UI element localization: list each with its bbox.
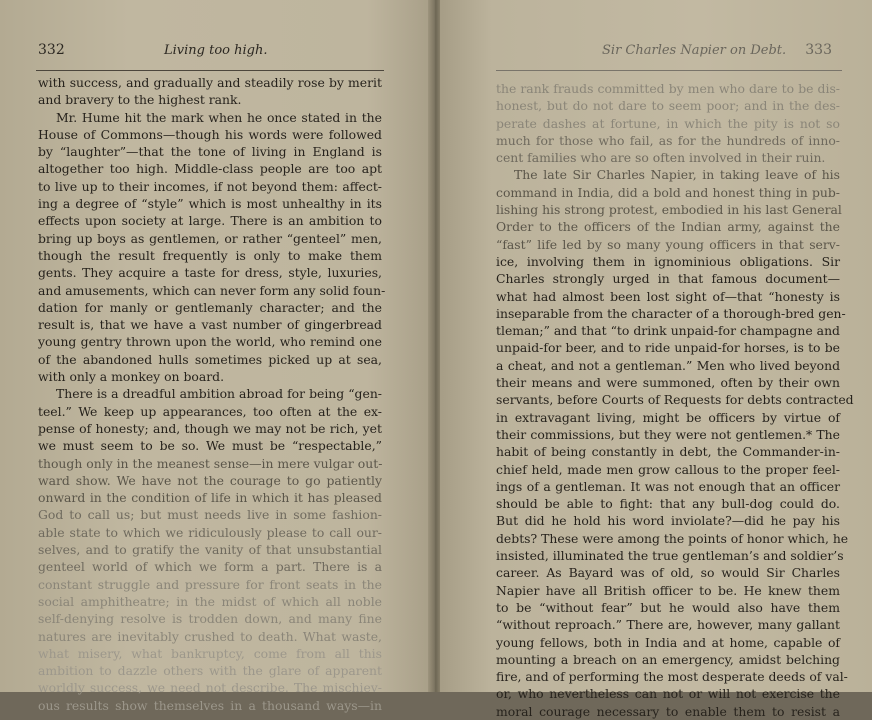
text-line: to be “without fear” but he would also have them — [496, 599, 840, 615]
text-line: servants, before Courts of Requests for debts contracted — [496, 392, 854, 408]
text-line: God to call us; but must needs live in some fashion- — [38, 507, 382, 523]
text-line: chief held, made men grow callous to the proper feel- — [496, 461, 840, 477]
text-line: fire, and of performing the most desperate deeds of val- — [496, 669, 848, 685]
text-line: pense of honesty; and, though we may not be rich, yet — [38, 420, 382, 436]
left-page-text — [38, 74, 386, 714]
left-page-header — [38, 42, 384, 62]
text-line: The late Sir Charles Napier, in taking leave of his — [514, 167, 840, 183]
text-line: honest, but do not dare to seem poor; and in the des- — [496, 98, 840, 114]
text-line: we must seem to be so. We must be “respectable,” — [38, 438, 382, 454]
text-line: though the result frequently is only to make them — [38, 247, 382, 263]
text-line: Order to the officers of the Indian army, against the — [496, 219, 840, 235]
text-line: to live up to their incomes, if not beyond them: affect- — [38, 178, 382, 194]
text-line: with success, and gradually and steadily rose by merit — [38, 75, 382, 90]
text-line: onward in the condition of life in which it has pleased — [38, 490, 382, 506]
text-line: of the abandoned hulls sometimes picked up at sea, — [38, 351, 382, 367]
text-line: There is a dreadful ambition abroad for being “gen- — [56, 386, 382, 402]
text-line: habit of being constantly in debt, the Commander-in- — [496, 444, 840, 460]
text-line: effects upon society at large. There is an ambition to — [38, 213, 382, 229]
text-line: lishing his strong protest, embodied in his last General — [496, 202, 842, 218]
text-line: able state to which we ridiculously please to call our- — [38, 524, 382, 540]
text-line: moral courage necessary to enable them to resist a — [496, 703, 840, 719]
text-line: insisted, illuminated the true gentleman’s and soldier’s — [496, 548, 844, 564]
text-line: genteel world of which we form a part. There is a — [38, 559, 382, 575]
left-header-rule — [36, 70, 384, 71]
text-line: much for those who fail, as for the hundreds of inno- — [496, 132, 840, 148]
text-line: or, who nevertheless can not or will not exercise the — [496, 686, 840, 702]
text-line: though only in the meanest sense—in mere vulgar out- — [38, 455, 383, 471]
text-line: debts? These were among the points of honor which, he — [496, 530, 849, 546]
text-line: ice, involving them in ignominious obligations. Sir — [496, 253, 840, 269]
text-line: career. As Bayard was of old, so would Sir Charles — [496, 565, 840, 581]
text-line: with only a monkey on board. — [38, 369, 225, 385]
text-line: altogether too high. Middle-class people are too apt — [38, 161, 382, 177]
text-line: should be able to fight: that any bull-dog could do. — [496, 496, 840, 512]
text-line: Napier have all British officer to be. He knew them — [496, 582, 840, 598]
left-page — [0, 0, 432, 713]
text-line: and bravery to the highest rank. — [38, 92, 242, 108]
left-running-head: Living too high. — [164, 43, 268, 58]
left-page-number: 332 — [38, 42, 65, 58]
text-line: gents. They acquire a taste for dress, style, luxuries, — [38, 265, 382, 281]
text-line: tleman;” and that “to drink unpaid-for champagne and — [496, 323, 840, 339]
text-line: bring up boys as gentlemen, or rather “genteel” men, — [38, 230, 382, 246]
right-header-rule — [496, 70, 842, 71]
right-page — [440, 0, 872, 719]
text-line: what had almost been lost sight of—that “honesty is — [496, 288, 840, 304]
text-line: social amphitheatre; in the midst of which all noble — [38, 593, 382, 609]
right-page-header — [462, 42, 832, 62]
text-line: ous results show themselves in a thousand ways—in — [38, 697, 382, 713]
text-line: “without reproach.” There are, however, many gallant — [496, 617, 840, 633]
text-line: “fast” life led by so many young officers in that serv- — [496, 236, 840, 252]
text-line: inseparable from the character of a thorough-bred gen- — [496, 305, 846, 321]
text-line: But did he hold his word inviolate?—did he pay his — [496, 513, 840, 529]
text-line: their commissions, but they were not gentlemen.* The — [496, 426, 840, 442]
text-line: Mr. Hume hit the mark when he once stated in the — [56, 109, 382, 125]
text-line: natures are inevitably crushed to death. What waste, — [38, 628, 382, 644]
text-line: a cheat, and not a gentleman.” Men who lived beyond — [496, 357, 840, 373]
right-page-text — [496, 80, 854, 720]
text-line: House of Commons—though his words were followed — [38, 126, 382, 142]
text-line: by “laughter”—that the tone of living in England is — [38, 144, 382, 160]
text-line: cent families who are so often involved in their ruin. — [496, 150, 826, 166]
text-line: their means and were summoned, often by their own — [496, 375, 840, 391]
text-line: and amusements, which can never form any solid foun- — [38, 282, 386, 298]
text-line: young fellows, both in India and at home, capable of — [496, 634, 840, 650]
text-line: ward show. We have not the courage to go patiently — [38, 472, 382, 488]
text-line: worldly success, we need not describe. The mischiev- — [38, 680, 382, 696]
text-line: result is, that we have a vast number of gingerbread — [38, 317, 382, 333]
text-line: command in India, did a bold and honest thing in pub- — [496, 184, 840, 200]
text-line: constant struggle and pressure for front seats in the — [38, 576, 382, 592]
text-line: in extravagant living, might be officers by virtue of — [496, 409, 840, 425]
text-line: ing a degree of “style” which is most unhealthy in its — [38, 196, 382, 212]
text-line: young gentry thrown upon the world, who remind one — [38, 334, 382, 350]
text-line: teel.” We keep up appearances, too often at the ex- — [38, 403, 382, 419]
right-page-number: 333 — [805, 42, 832, 58]
text-line: dation for manly or gentlemanly character; and the — [38, 299, 382, 315]
text-line: unpaid-for beer, and to ride unpaid-for horses, is to be — [496, 340, 840, 356]
right-running-head: Sir Charles Napier on Debt. — [602, 43, 787, 58]
text-line: Charles strongly urged in that famous document— — [496, 271, 840, 287]
text-line: self-denying resolve is trodden down, and many fine — [38, 611, 382, 627]
text-line: ings of a gentleman. It was not enough that an officer — [496, 478, 840, 494]
text-line: ambition to dazzle others with the glare of apparent — [38, 663, 382, 679]
text-line: perate dashes at fortune, in which the pity is not so — [496, 115, 840, 131]
text-line: selves, and to gratify the vanity of that unsubstantial — [38, 542, 382, 558]
text-line: what misery, what bankruptcy, come from all this — [38, 645, 382, 661]
text-line: the rank frauds committed by men who dare to be dis- — [496, 81, 840, 96]
text-line: mounting a breach on an emergency, amidst belching — [496, 651, 840, 667]
